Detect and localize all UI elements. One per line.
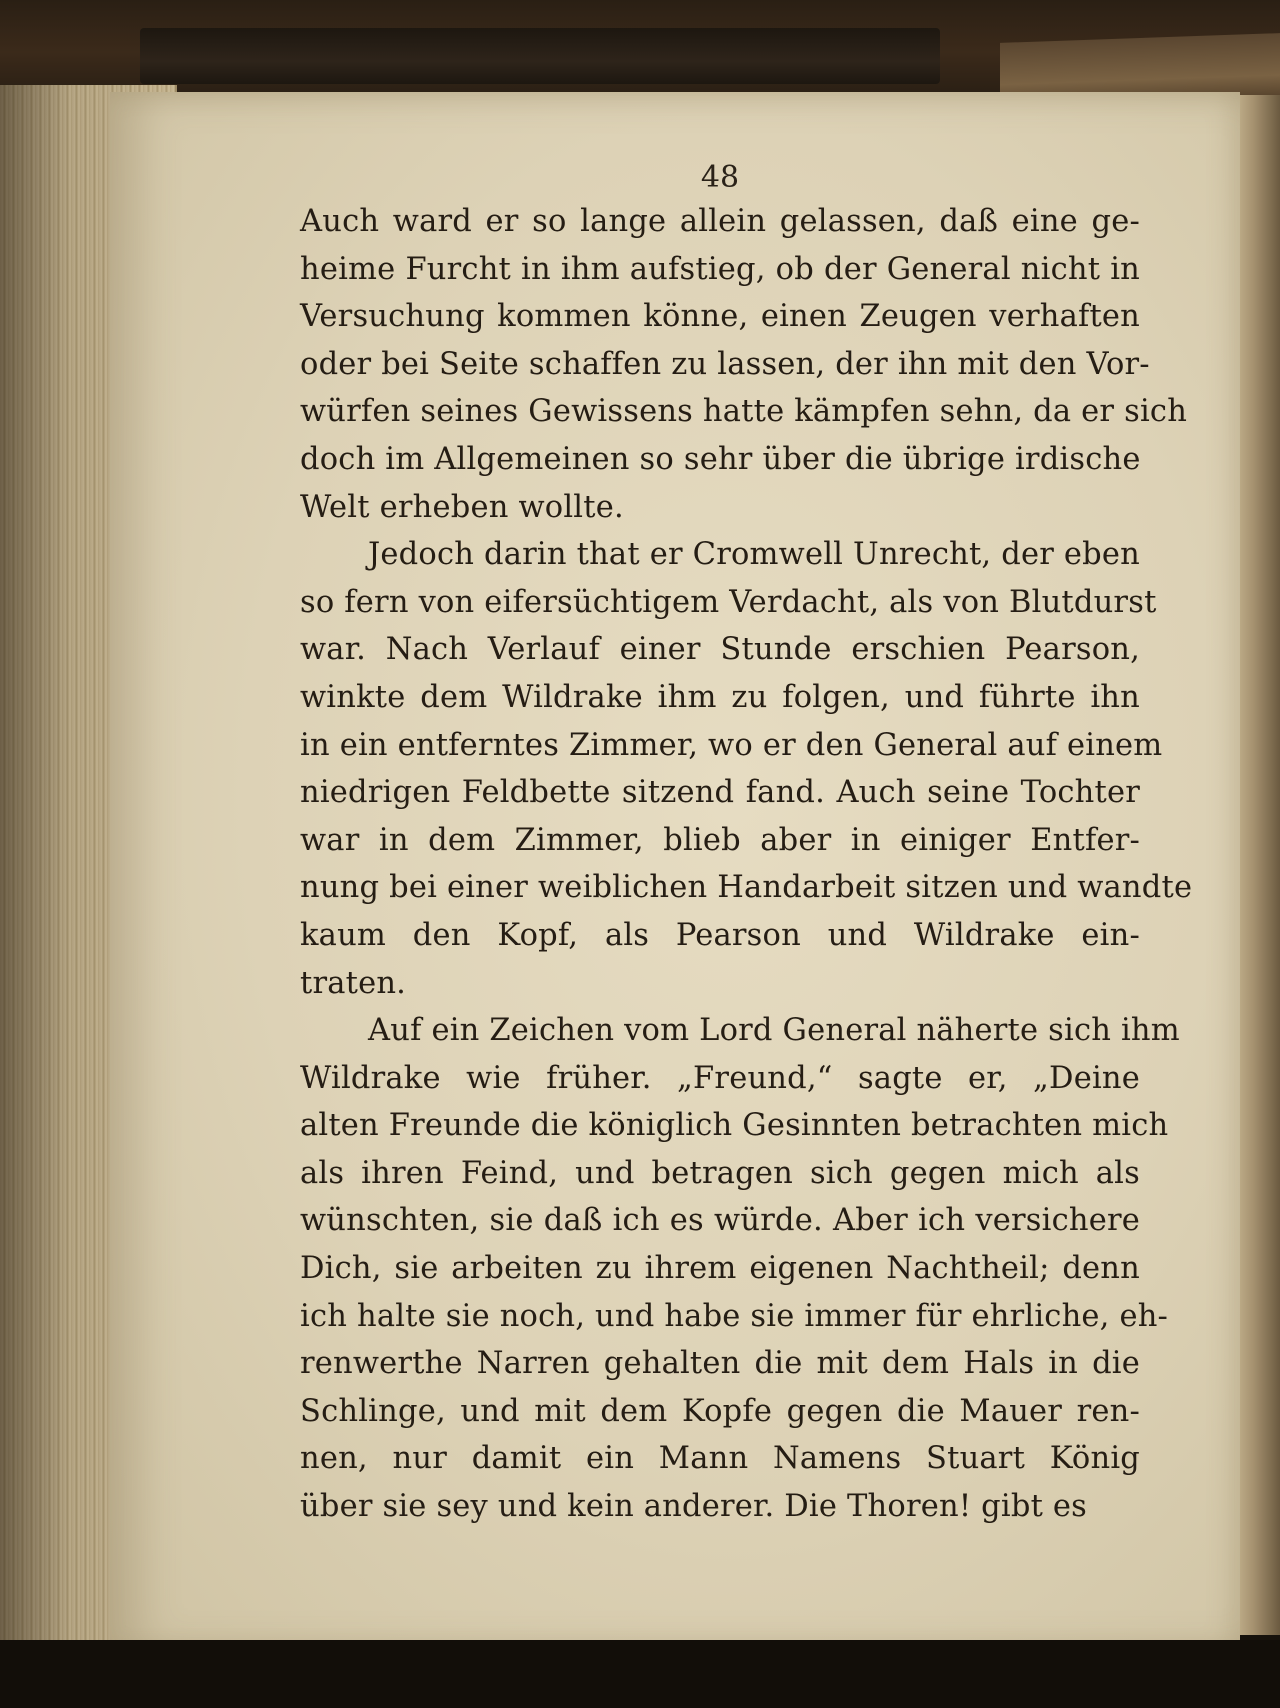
text-line: Dich, sie arbeiten zu ihrem eigenen Nachtheil; denn <box>300 1251 1140 1287</box>
text-line: nen, nur damit ein Mann Namens Stuart König <box>300 1441 1140 1477</box>
text-line: nung bei einer weiblichen Handarbeit sitzen und wandte <box>300 870 1193 906</box>
text-line: Wildrake wie früher. „Freund,“ sagte er, „Deine <box>300 1060 1140 1096</box>
text-line: oder bei Seite schaffen zu lassen, der ihn mit den Vor- <box>300 346 1150 382</box>
text-line: alten Freunde die königlich Gesinnten betrachten mich <box>300 1108 1169 1144</box>
text-line: über sie sey und kein anderer. Die Thoren! gibt es <box>300 1489 1088 1525</box>
text-line: Versuchung kommen könne, einen Zeugen verhaften <box>300 299 1140 335</box>
text-line: als ihren Feind, und betragen sich gegen mich als <box>300 1155 1140 1191</box>
background-bottom <box>0 1640 1280 1708</box>
text-line: Jedoch darin that er Cromwell Unrecht, der eben <box>368 537 1140 573</box>
text-line: würfen seines Gewissens hatte kämpfen sehn, da er sich <box>300 394 1188 430</box>
text-line: in ein entferntes Zimmer, wo er den General auf einem <box>300 727 1163 763</box>
page-text <box>300 198 1193 1531</box>
text-line: so fern von eifersüchtigem Verdacht, als von Blutdurst <box>300 584 1157 620</box>
text-line: wünschten, sie daß ich es würde. Aber ich versichere <box>300 1203 1140 1239</box>
right-page-edge <box>1235 95 1280 1635</box>
text-line: ich halte sie noch, und habe sie immer für ehrliche, eh- <box>300 1298 1169 1334</box>
text-line: Welt erheben wollte. <box>300 489 624 525</box>
text-line: war in dem Zimmer, blieb aber in einiger Entfer- <box>300 822 1140 858</box>
text-line: renwerthe Narren gehalten die mit dem Hals in die <box>300 1346 1140 1382</box>
page-number: 48 <box>700 160 740 195</box>
book-spine-band <box>140 28 940 84</box>
text-line: Auch ward er so lange allein gelassen, daß eine ge- <box>300 204 1140 239</box>
text-line: Schlinge, und mit dem Kopfe gegen die Mauer ren- <box>300 1393 1140 1429</box>
text-line: traten. <box>300 965 407 1001</box>
text-line: Auf ein Zeichen vom Lord General näherte sich ihm <box>368 1013 1180 1049</box>
text-line: doch im Allgemeinen so sehr über die übrige irdische <box>300 441 1141 477</box>
text-line: niedrigen Feldbette sitzend fand. Auch seine Tochter <box>300 775 1140 811</box>
text-line: winkte dem Wildrake ihm zu folgen, und führte ihn <box>300 679 1140 715</box>
text-line: heime Furcht in ihm aufstieg, ob der General nicht in <box>300 251 1140 287</box>
text-line: war. Nach Verlauf einer Stunde erschien Pearson, <box>300 632 1140 668</box>
text-line: kaum den Kopf, als Pearson und Wildrake ein- <box>300 917 1140 953</box>
